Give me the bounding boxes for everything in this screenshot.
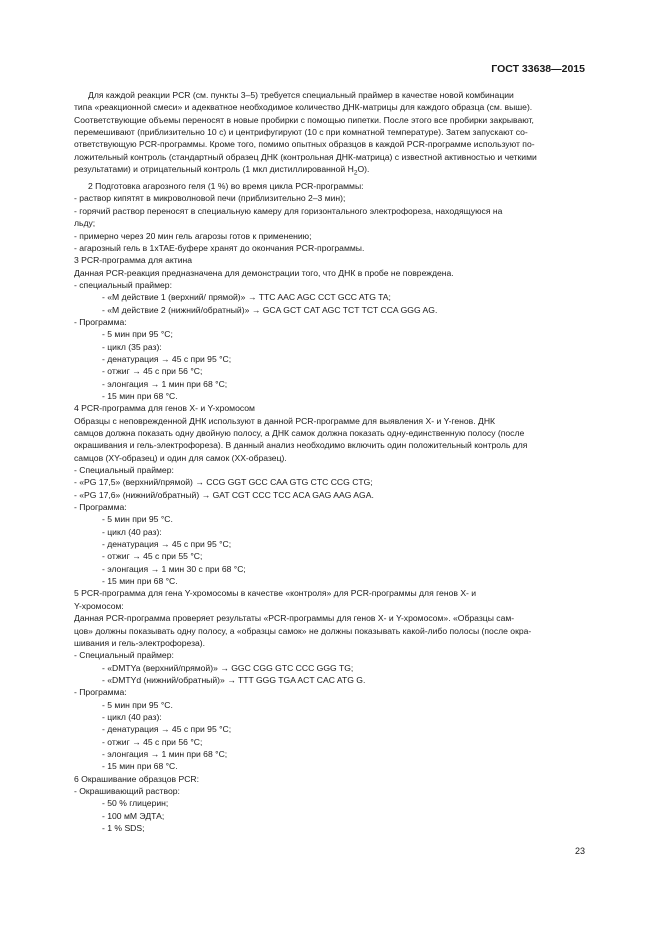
paragraph-line: цов» должны показывать одну полосу, а «образцы самок» не должны показывать какой-либо полосы (после окра- bbox=[74, 625, 532, 636]
program-step: - цикл (40 раз): bbox=[102, 526, 162, 537]
paragraph-line: самцов (XY-образец) и один для самок (XX-образец). bbox=[74, 452, 287, 463]
document-code: ГОСТ 33638—2015 bbox=[491, 63, 585, 75]
primer-item: - «М действие 1 (верхний/ прямой)» → TTC AAC AGC CCT GCC ATG TA; bbox=[102, 292, 391, 303]
program-step: - 15 мин при 68 °С. bbox=[102, 390, 178, 401]
program-step: - денатурация → 45 с при 95 °С; bbox=[102, 724, 232, 735]
program-step: - элонгация → 1 мин 30 с при 68 °С; bbox=[102, 563, 246, 574]
list-item: - горячий раствор переносят в специальную камеру для горизонтального электрофореза, находящуюся на bbox=[74, 205, 503, 216]
program-step: - отжиг → 45 с при 56 °С; bbox=[102, 736, 203, 747]
program-step: - отжиг → 45 с при 56 °С; bbox=[102, 366, 203, 377]
section-title: 6 Окрашивание образцов PCR: bbox=[74, 773, 200, 784]
program-step: - 5 мин при 95 °С. bbox=[102, 699, 173, 710]
primer-item: - «DMTYa (верхний/прямой)» → GGC CGG GTC CCC GGG TG; bbox=[102, 662, 354, 673]
section-title: Y-хромосом: bbox=[74, 600, 124, 611]
paragraph-line: перемешивают (приблизительно 10 с) и центрифугируют (10 с при комнатной температуре). Затем запускают со- bbox=[74, 127, 528, 138]
section-title: 2 Подготовка агарозного геля (1 %) во время цикла PCR-программы: bbox=[88, 181, 364, 192]
primer-item: - «PG 17,5» (верхний/прямой) → CCG GGT GCC CAA GTG CTC CCG CTG; bbox=[74, 477, 373, 488]
paragraph-line: типа «реакционной смеси» и адекватное необходимое количество ДНК-матрицы для каждого образца (см. выше). bbox=[74, 102, 533, 113]
program-step: - 5 мин при 95 °С; bbox=[102, 329, 173, 340]
solution-label: - Окрашивающий раствор: bbox=[74, 785, 180, 796]
paragraph-line: ложительный контроль (стандартный образец ДНК (контрольная ДНК-матрица) с известной активностью и четкими bbox=[74, 151, 537, 162]
program-step: - отжиг → 45 с при 55 °С; bbox=[102, 551, 203, 562]
paragraph-line: ответствующую PCR-программы. Кроме того, помимо опытных образцов в каждой PCR-программе используют по- bbox=[74, 139, 535, 150]
section-title: 4 PCR-программа для генов X- и Y-хромосом bbox=[74, 403, 255, 414]
paragraph-line: Данная PCR-программа проверяет результаты «PCR-программы для генов X- и Y-хромосом». «Образцы сам- bbox=[74, 613, 515, 624]
program-step: - цикл (40 раз): bbox=[102, 711, 162, 722]
program-label: - Программа: bbox=[74, 316, 127, 327]
primer-item: - «DMTYd (нижний/обратный)» → TTT GGG TGA ACT CAC ATG G. bbox=[102, 674, 366, 685]
paragraph-line: Образцы с неповрежденной ДНК используют в данной PCR-программе для выявления X- и Y-генов. ДНК bbox=[74, 415, 496, 426]
primer-label: - специальный праймер: bbox=[74, 279, 172, 290]
solution-item: - 50 % глицерин; bbox=[102, 798, 169, 809]
program-step: - 5 мин при 95 °С. bbox=[102, 514, 173, 525]
primer-label: - Специальный праймер: bbox=[74, 465, 174, 476]
program-step: - 15 мин при 68 °С. bbox=[102, 576, 178, 587]
primer-label: - Специальный праймер: bbox=[74, 650, 174, 661]
paragraph-text: O). bbox=[357, 164, 370, 175]
primer-item: - «PG 17,6» (нижний/обратный) → GAT CGT CCC TCC ACA GAG AAG AGA. bbox=[74, 489, 374, 500]
paragraph-line: Для каждой реакции PCR (см. пункты 3–5) требуется специальный праймер в качестве новой комбинации bbox=[88, 90, 514, 100]
list-item: - примерно через 20 мин гель агарозы готов к применению; bbox=[74, 230, 312, 241]
primer-item: - «М действие 2 (нижний/обратный)» → GCA GCT CAT AGC TCT TCT CCA GGG AG. bbox=[102, 304, 438, 315]
program-label: - Программа: bbox=[74, 502, 127, 513]
paragraph-line: окрашивания и гель-электрофореза). В данный анализ необходимо включить один положительный контроль для bbox=[74, 440, 528, 451]
paragraph-line: шивания и гель-электрофореза). bbox=[74, 637, 206, 648]
section-intro: Данная PCR-реакция предназначена для демонстрации того, что ДНК в пробе не повреждена. bbox=[74, 267, 454, 278]
solution-item: - 1 % SDS; bbox=[102, 823, 145, 833]
paragraph-line: Соответствующие объемы переносят в новые пробирки с помощью пипетки. После этого все пробирки закрывают, bbox=[74, 114, 534, 125]
program-step: - элонгация → 1 мин при 68 °С; bbox=[102, 378, 228, 389]
paragraph-line: самцов должна показать одну двойную полосу, а ДНК самок должна показать одну-единственную полосу (после bbox=[74, 428, 525, 438]
section-title: 3 PCR-программа для актина bbox=[74, 255, 193, 266]
document-body bbox=[74, 89, 584, 834]
list-item: - агарозный гель в 1xTAE-буфере хранят до окончания PCR-программы. bbox=[74, 242, 365, 253]
program-step: - 15 мин при 68 °С. bbox=[102, 761, 178, 772]
program-step: - денатурация → 45 с при 95 °С; bbox=[102, 539, 232, 550]
paragraph-text: результатами) и отрицательный контроль (1 мкл дистиллированной H bbox=[74, 164, 354, 175]
program-step: - элонгация → 1 мин при 68 °С; bbox=[102, 748, 228, 759]
page-number: 23 bbox=[574, 846, 585, 856]
section-title: 5 PCR-программа для гена Y-хромосомы в качестве «контроля» для PCR-программы для генов X- и bbox=[74, 588, 477, 599]
subscript: 2 bbox=[353, 169, 358, 177]
program-step: - цикл (35 раз): bbox=[102, 341, 162, 352]
list-item: - раствор кипятят в микроволновой печи (приблизительно 2–3 мин); bbox=[74, 193, 346, 204]
solution-item: - 100 мМ ЭДТА; bbox=[102, 810, 165, 821]
list-item: льду; bbox=[74, 218, 96, 229]
paragraph-line bbox=[74, 163, 584, 180]
program-label: - Программа: bbox=[74, 687, 127, 698]
program-step: - денатурация → 45 с при 95 °С; bbox=[102, 353, 232, 364]
